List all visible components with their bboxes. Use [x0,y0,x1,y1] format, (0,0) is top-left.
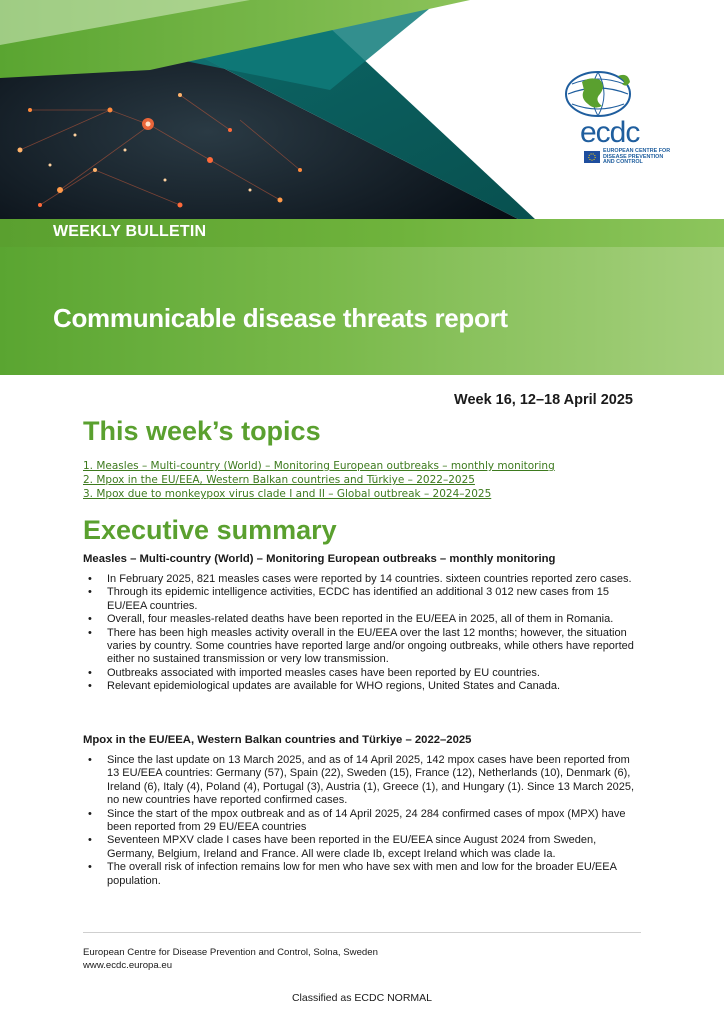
mpox-section-heading: Mpox in the EU/EEA, Western Balkan countries and Türkiye – 2022–2025 [83,734,472,746]
footer-divider [83,932,641,933]
list-item: • Through its epidemic intelligence activities, ECDC has identified an additional 3 012 new cases from 15 EU/EEA countries. [83,586,643,613]
topic-link[interactable]: 1. Measles – Multi-country (World) – Monitoring European outbreaks – monthly monitoring [83,460,555,472]
topic-item[interactable] [83,487,555,501]
svg-text:ecdc: ecdc [580,116,640,149]
logo-caption-line: AND CONTROL [603,159,643,166]
logo-caption [603,149,670,166]
list-item: • Since the start of the mpox outbreak and as of 14 April 2025, 24 284 confirmed cases of mpox (MPX) have been reported from 29 EU/EEA countries [83,808,643,835]
logo-caption-line: DISEASE PREVENTION [603,153,664,160]
list-item: • The overall risk of infection remains low for men who have sex with men and low for the broader EU/EEA population. [83,861,643,888]
bulletin-label: WEEKLY BULLETIN [53,223,207,240]
topic-link[interactable]: 2. Mpox in the EU/EEA, Western Balkan countries and Türkiye – 2022–2025 [83,474,475,486]
list-item: • In February 2025, 821 measles cases were reported by 14 countries. sixteen countries reported zero cases. [83,573,643,586]
week-line: Week 16, 12–18 April 2025 [454,392,633,408]
footer-url[interactable]: www.ecdc.europa.eu [83,960,173,971]
measles-section-heading: Measles – Multi-country (World) – Monitoring European outbreaks – monthly monitoring [83,553,556,565]
executive-summary-heading: Executive summary [83,515,337,545]
measles-bullet-list [83,573,643,694]
list-item: • There has been high measles activity overall in the EU/EEA over the last 12 months; however, the situation varies by country. Some countries have reported large and/or ongoing outbreaks, while others have reported either no sustained transmission or very low transmission. [83,627,643,667]
list-item: • Seventeen MPXV clade I cases have been reported in the EU/EEA since August 2024 from Sweden, Germany, Belgium, Ireland and France. All were clade Ib, except Ireland which was clade Ia. [83,834,643,861]
title-band [0,247,724,375]
ecdc-logo [560,64,680,174]
list-item: • Since the last update on 13 March 2025, and as of 14 April 2025, 142 mpox cases have been reported from 13 EU/EEA countries: Germany (57), Spain (22), Sweden (15), France (12), Netherlands (10), Denmark (6), Ireland (6), Italy (4), Poland (4), Portugal (3), Austria (1), Greece (1), and Hungary (1). Since 13 March 2025, no new countries have reported confirmed cases. [83,754,643,808]
logo-caption-line: EUROPEAN CENTRE FOR [603,148,671,154]
footer-org: European Centre for Disease Prevention and Control, Solna, Sweden [83,947,378,958]
report-title: Communicable disease threats report [53,303,508,333]
list-item: • Overall, four measles-related deaths have been reported in the EU/EEA in 2025, all of them in Romania. [83,613,643,626]
bulletin-strip [0,219,724,247]
report-header [0,0,724,375]
topics-list [83,459,555,501]
topic-item[interactable] [83,473,555,487]
list-item: • Relevant epidemiological updates are available for WHO regions, United States and Canada. [83,680,643,693]
list-item: • Outbreaks associated with imported measles cases have been reported by EU countries. [83,667,643,680]
classification-label: Classified as ECDC NORMAL [291,992,433,1004]
topics-heading: This week’s topics [83,416,321,446]
footer [83,946,378,972]
mpox-bullet-list [83,754,643,888]
topic-item[interactable] [83,459,555,473]
topic-link[interactable]: 3. Mpox due to monkeypox virus clade I and II – Global outbreak – 2024–2025 [83,488,492,500]
